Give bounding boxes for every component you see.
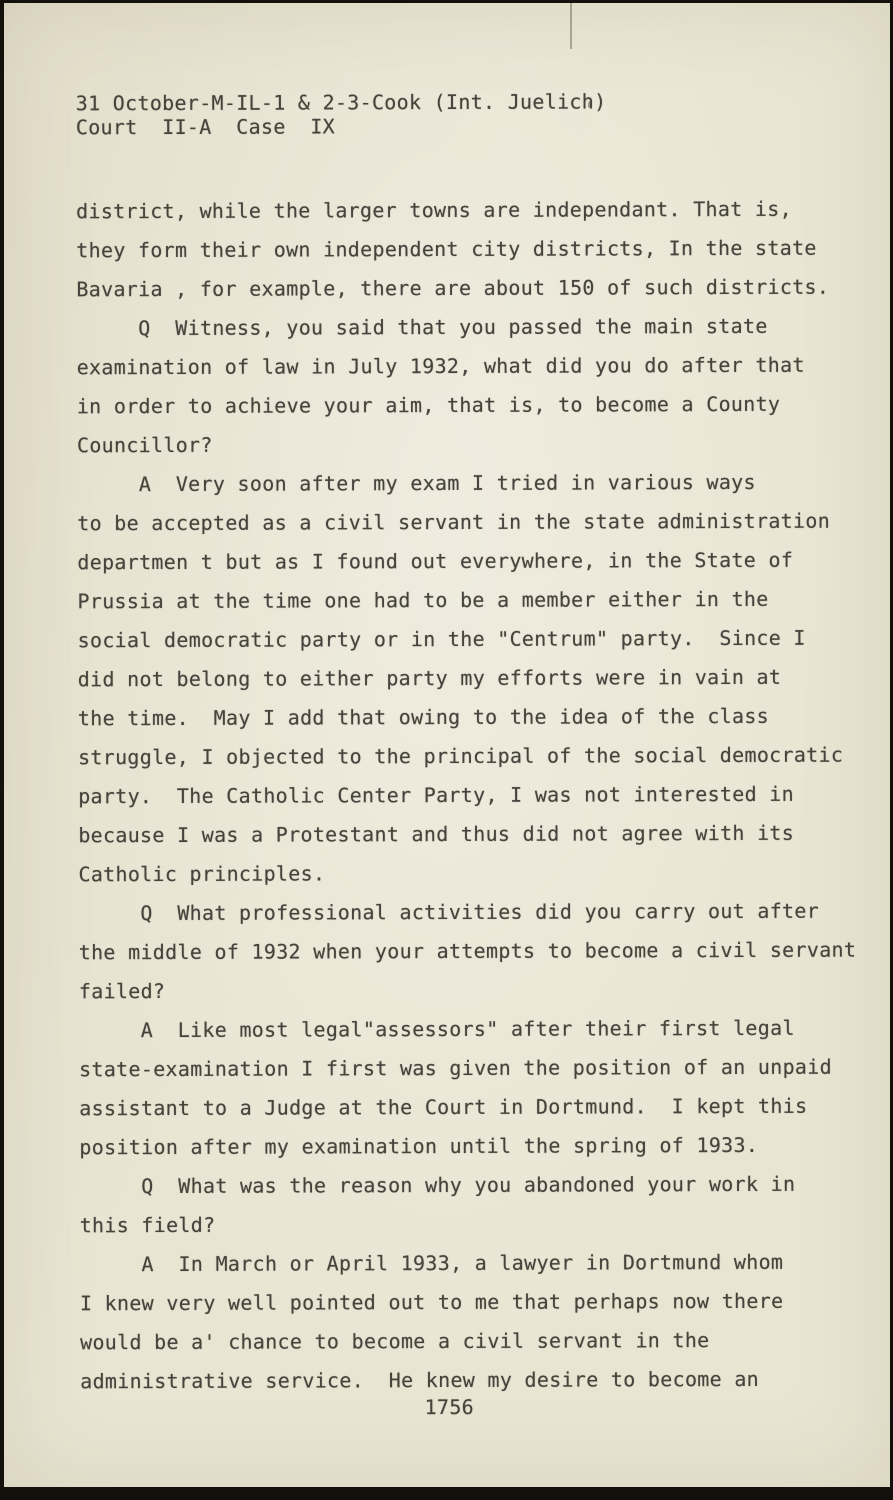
typed-line: would be a' chance to become a civil servant in the [80, 1328, 710, 1355]
header-line-court-case: Court II-A Case IX [75, 113, 336, 139]
typed-line: the middle of 1932 when your attempts to become a civil servant [78, 937, 857, 965]
typed-line-answer: A Very soon after my exam I tried in various ways [77, 469, 756, 497]
typed-line: the time. May I add that owing to the idea of the class [77, 703, 770, 731]
page-number: 1756 [424, 1394, 475, 1420]
typed-line: Catholic principles. [78, 861, 326, 887]
typed-line: state-examination I first was given the position of an unpaid [79, 1054, 832, 1082]
typed-line: Prussia at the time one had to be a member either in the [77, 586, 769, 614]
typed-line: assistant to a Judge at the Court in Dortmund. I kept this [79, 1093, 808, 1121]
typed-line: in order to achieve your aim, that is, to become a County [76, 391, 781, 419]
typed-line: they form their own independent city districts, In the state [76, 235, 817, 263]
typed-line: social democratic party or in the "Centrum" party. Since I [77, 625, 806, 653]
typed-line-question: Q Witness, you said that you passed the main state [76, 313, 768, 341]
document-header [76, 90, 607, 139]
typed-line: departmen t but as I found out everywhere, in the State of [77, 547, 794, 575]
typed-line: Bavaria , for example, there are about 150 of such districts. [76, 274, 830, 302]
typed-line: struggle, I objected to the principal of the social democratic [77, 742, 844, 770]
typed-line: position after my examination until the spring of 1933. [79, 1132, 759, 1160]
typed-line-question: Q What professional activities did you carry out after [78, 898, 820, 926]
typed-line: party. The Catholic Center Party, I was not interested in [78, 781, 794, 809]
typed-line-question: Q What was the reason why you abandoned your work in [79, 1171, 796, 1199]
typed-line: failed? [78, 978, 166, 1004]
typed-line: examination of law in July 1932, what did you do after that [76, 352, 805, 380]
typed-line: administrative service. He knew my desire to become an [80, 1366, 760, 1394]
typed-line: because I was a Protestant and thus did not agree with its [78, 820, 795, 848]
paper-sheet [4, 3, 890, 1487]
typed-content [1, 1, 892, 1488]
typed-line: I knew very well pointed out to me that perhaps now there [79, 1288, 784, 1316]
typed-line: to be accepted as a civil servant in the state administration [77, 508, 831, 536]
typed-line-answer: A Like most legal"assessors" after their first legal [78, 1015, 795, 1043]
transcript-body [76, 190, 858, 1402]
typed-line-answer: A In March or April 1933, a lawyer in Dortmund whom [79, 1249, 784, 1277]
document-footer [6, 1393, 892, 1420]
typed-line: this field? [79, 1212, 216, 1238]
typed-line: Councillor? [76, 432, 213, 458]
header-line-citation: 31 October-M-IL-1 & 2-3-Cook (Int. Juelich) [75, 89, 607, 116]
typed-line: did not belong to either party my efforts were in vain at [77, 664, 782, 692]
typed-line: district, while the larger towns are independant. That is, [76, 196, 792, 224]
